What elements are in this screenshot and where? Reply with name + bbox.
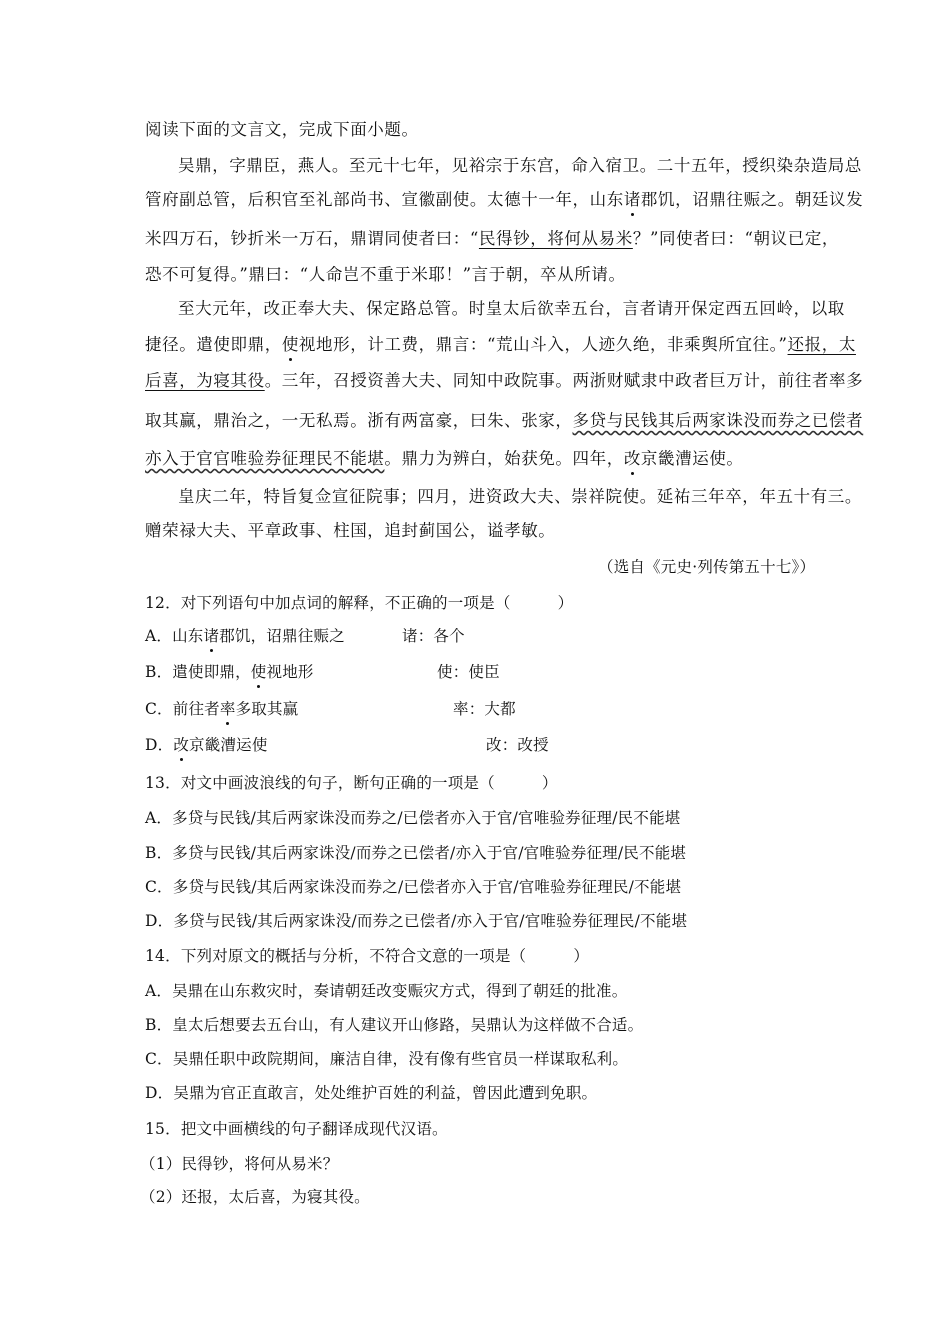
q13-stem: 13．对文中画波浪线的句子，断句正确的一项是（ ）: [145, 774, 558, 792]
text-run: ？”同使者曰：“朝议已定，: [632, 229, 840, 248]
text-run: B．遣使即鼎，: [145, 663, 251, 681]
text-run: D．: [145, 736, 174, 754]
text-run: C．前往者: [145, 700, 220, 718]
text-run: 视地形，计工费，鼎言：“荒山斗入，人迹久绝，非乘舆所宜往。”: [298, 335, 788, 354]
underlined-sentence-2-part2: 后喜，为寝其役: [145, 371, 265, 390]
dotted-char: 改: [173, 736, 190, 754]
text-run: 京畿漕运使。: [640, 449, 744, 468]
passage-p2-line5: [145, 449, 744, 469]
q13-option-d: D．多贷与民钱/其后两家诛没/而券之已偿者/亦入于官/官唯验券征理民/不能堪: [145, 912, 688, 930]
text-run: 取其赢，鼎治之，一无私焉。浙有两富豪，曰朱、张家，: [145, 411, 573, 430]
wavy-sentence-part1: 多贷与民钱其后两家诛没而券之已偿者: [572, 411, 864, 430]
passage-p2-line3: [145, 371, 863, 391]
q14-option-b: B．皇太后想要去五台山，有人建议开山修路，吴鼎认为这样做不合适。: [145, 1016, 644, 1034]
dotted-char: 诸: [203, 627, 220, 645]
passage-p1-line1: 吴鼎，字鼎臣，燕人。至元十七年，见裕宗于东宫，命入宿卫。二十五年，授织染杂造局总: [178, 156, 862, 175]
text-run: 郡饥，诏鼎往赈之: [219, 627, 345, 645]
passage-p3-line1: 皇庆二年，特旨复佥宣征院事；四月，进资政大夫、崇祥院使。延祐三年卒，年五十有三。: [178, 487, 862, 506]
text-run: 多取其赢: [235, 700, 299, 718]
wavy-sentence-part2: 亦入于官官唯验券征理民不能堪: [145, 449, 385, 468]
text-run: A．山东: [145, 627, 204, 645]
underlined-sentence-1: 民得钞，将何从易米: [478, 229, 633, 248]
q14-option-c: C．吴鼎任职中政院期间，廉洁自律，没有像有些官员一样谋取私利。: [145, 1050, 629, 1068]
text-run: 米四万石，钞折米一万石，鼎谓同使者曰：“: [145, 229, 479, 248]
q12-option-d: [145, 735, 268, 755]
source-citation: （选自《元史·列传第五十七》）: [598, 558, 816, 576]
q12-option-b: [145, 662, 314, 682]
q14-option-a: A．吴鼎在山东救灾时，奏请朝廷改变赈灾方式，得到了朝廷的批准。: [145, 982, 628, 1000]
q12-option-a: [145, 626, 345, 646]
passage-p1-line2: [145, 190, 863, 210]
passage-p1-line4: 恐不可复得。”鼎曰：“人命岂不重于米耶！”言于朝，卒从所请。: [145, 265, 626, 284]
q12-option-c: [145, 699, 298, 719]
q12-option-d-note: 改：改授: [486, 736, 549, 754]
q12-option-c-note: 率：大都: [453, 700, 516, 718]
q12-option-b-note: 使：使臣: [437, 663, 500, 681]
dotted-char: 率: [219, 700, 236, 718]
q14-stem: 14．下列对原文的概括与分析，不符合文意的一项是（ ）: [145, 947, 590, 965]
passage-p3-line2: 赠荣禄大夫、平章政事、柱国，追封蓟国公，谥孝敏。: [145, 521, 556, 540]
dotted-char-gai: 改: [623, 449, 641, 468]
q14-option-d: D．吴鼎为官正直敢言，处处维护百姓的利益，曾因此遭到免职。: [145, 1084, 598, 1102]
text-run: 郡饥，诏鼎往赈之。朝廷议发: [640, 190, 864, 209]
passage-p2-line2: [145, 335, 856, 355]
underlined-sentence-2-part1: 还报，太: [787, 335, 856, 354]
q13-option-b: B．多贷与民钱/其后两家诛没/而券之已偿者/亦入于官/官唯验券征理/民不能堪: [145, 844, 687, 862]
passage-p2-line4: [145, 411, 863, 431]
text-run: 管府副总管，后积官至礼部尚书、宣徽副使。太德十一年，山东: [145, 190, 624, 209]
q13-option-a: A．多贷与民钱/其后两家诛没而券之/已偿者亦入于官/官唯验券征理/民不能堪: [145, 809, 681, 827]
instruction-text: 阅读下面的文言文，完成下面小题。: [145, 120, 419, 139]
q15-stem: 15．把文中画横线的句子翻译成现代汉语。: [145, 1120, 448, 1138]
passage-p1-line3: [145, 229, 839, 249]
q13-option-c: C．多贷与民钱/其后两家诛没而券之/已偿者亦入于官/官唯验券征理民/不能堪: [145, 878, 682, 896]
dotted-char: 使: [250, 663, 267, 681]
passage-p2-line1: 至大元年，改正奉大夫、保定路总管。时皇太后欲幸五台，言者请开保定西五回岭，以取: [178, 299, 845, 318]
q12-stem: 12．对下列语句中加点词的解释，不正确的一项是（ ）: [145, 594, 574, 612]
q12-option-a-note: 诸：各个: [402, 627, 465, 645]
text-run: 捷径。遣使即鼎，: [145, 335, 282, 354]
text-run: 京畿漕运使: [189, 736, 268, 754]
dotted-char-zhu: 诸: [623, 190, 641, 209]
text-run: 。三年，召授资善大夫、同知中政院事。两浙财赋隶中政者巨万计，前往者率多: [264, 371, 864, 390]
dotted-char-shi: 使: [281, 335, 299, 354]
text-run: 视地形: [266, 663, 314, 681]
q15-sentence-1: （1）民得钞，将何从易米？: [140, 1155, 339, 1173]
text-run: 。鼎力为辨白，始获免。四年，: [384, 449, 624, 468]
q15-sentence-2: （2）还报，太后喜，为寝其役。: [140, 1188, 370, 1206]
